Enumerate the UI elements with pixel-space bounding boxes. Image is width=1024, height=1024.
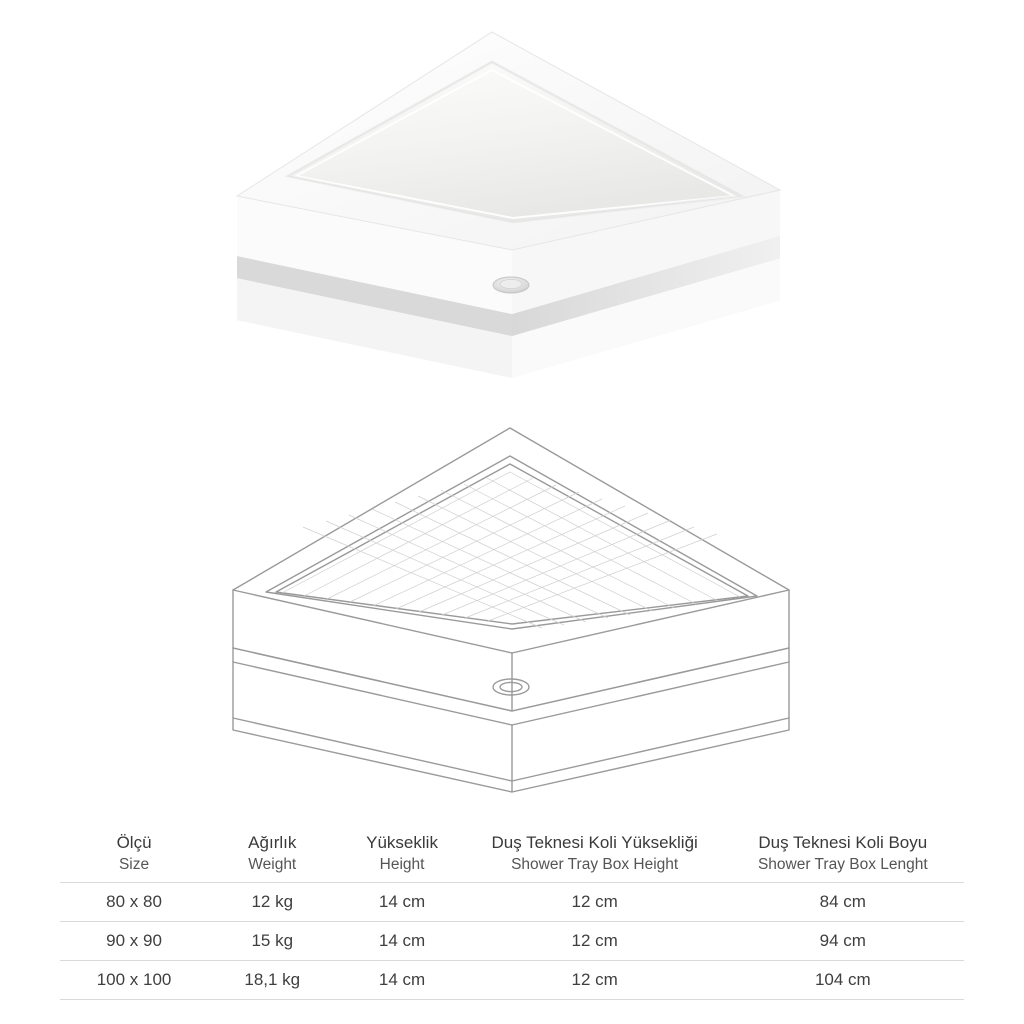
column-header-height-en: Height (379, 855, 425, 873)
table-header-row (60, 832, 964, 882)
column-header-size (60, 832, 208, 882)
spec-table (60, 832, 964, 1000)
cell-box-height: 12 cm (468, 960, 722, 999)
cell-height: 14 cm (336, 882, 467, 921)
cell-box-length: 94 cm (722, 921, 964, 960)
cell-size: 80 x 80 (60, 882, 208, 921)
column-header-size-tr: Ölçü (116, 833, 152, 852)
drain-hole (493, 277, 529, 293)
cell-weight: 18,1 kg (208, 960, 336, 999)
drain-hole-outline (493, 679, 529, 695)
cell-height: 14 cm (336, 960, 467, 999)
column-header-height (336, 832, 467, 882)
cell-size: 90 x 90 (60, 921, 208, 960)
cell-size: 100 x 100 (60, 960, 208, 999)
product-photo-svg (0, 0, 1024, 400)
spec-table-body (60, 882, 964, 999)
cell-height: 14 cm (336, 921, 467, 960)
column-header-weight-tr: Ağırlık (248, 833, 297, 852)
column-header-box-height-en: Shower Tray Box Height (511, 855, 679, 873)
table-row (60, 921, 964, 960)
line-drawing-svg (0, 400, 1024, 820)
spec-table-container (0, 832, 1024, 1000)
cell-box-length: 104 cm (722, 960, 964, 999)
cell-box-length: 84 cm (722, 882, 964, 921)
column-header-weight-en: Weight (248, 855, 297, 873)
technical-line-drawing (0, 400, 1024, 820)
column-header-box-length-en: Shower Tray Box Lenght (757, 855, 928, 873)
cell-box-height: 12 cm (468, 882, 722, 921)
column-header-size-en: Size (118, 855, 150, 873)
column-header-height-tr: Yükseklik (366, 833, 438, 852)
column-header-box-height-tr: Duş Teknesi Koli Yüksekliği (491, 833, 698, 852)
spec-table-head (60, 832, 964, 882)
column-header-weight (208, 832, 336, 882)
column-header-box-height (468, 832, 722, 882)
column-header-box-length-tr: Duş Teknesi Koli Boyu (758, 833, 928, 852)
column-header-box-length (722, 832, 964, 882)
table-row (60, 960, 964, 999)
table-row (60, 882, 964, 921)
cell-box-height: 12 cm (468, 921, 722, 960)
cell-weight: 12 kg (208, 882, 336, 921)
cell-weight: 15 kg (208, 921, 336, 960)
product-photo (0, 0, 1024, 400)
